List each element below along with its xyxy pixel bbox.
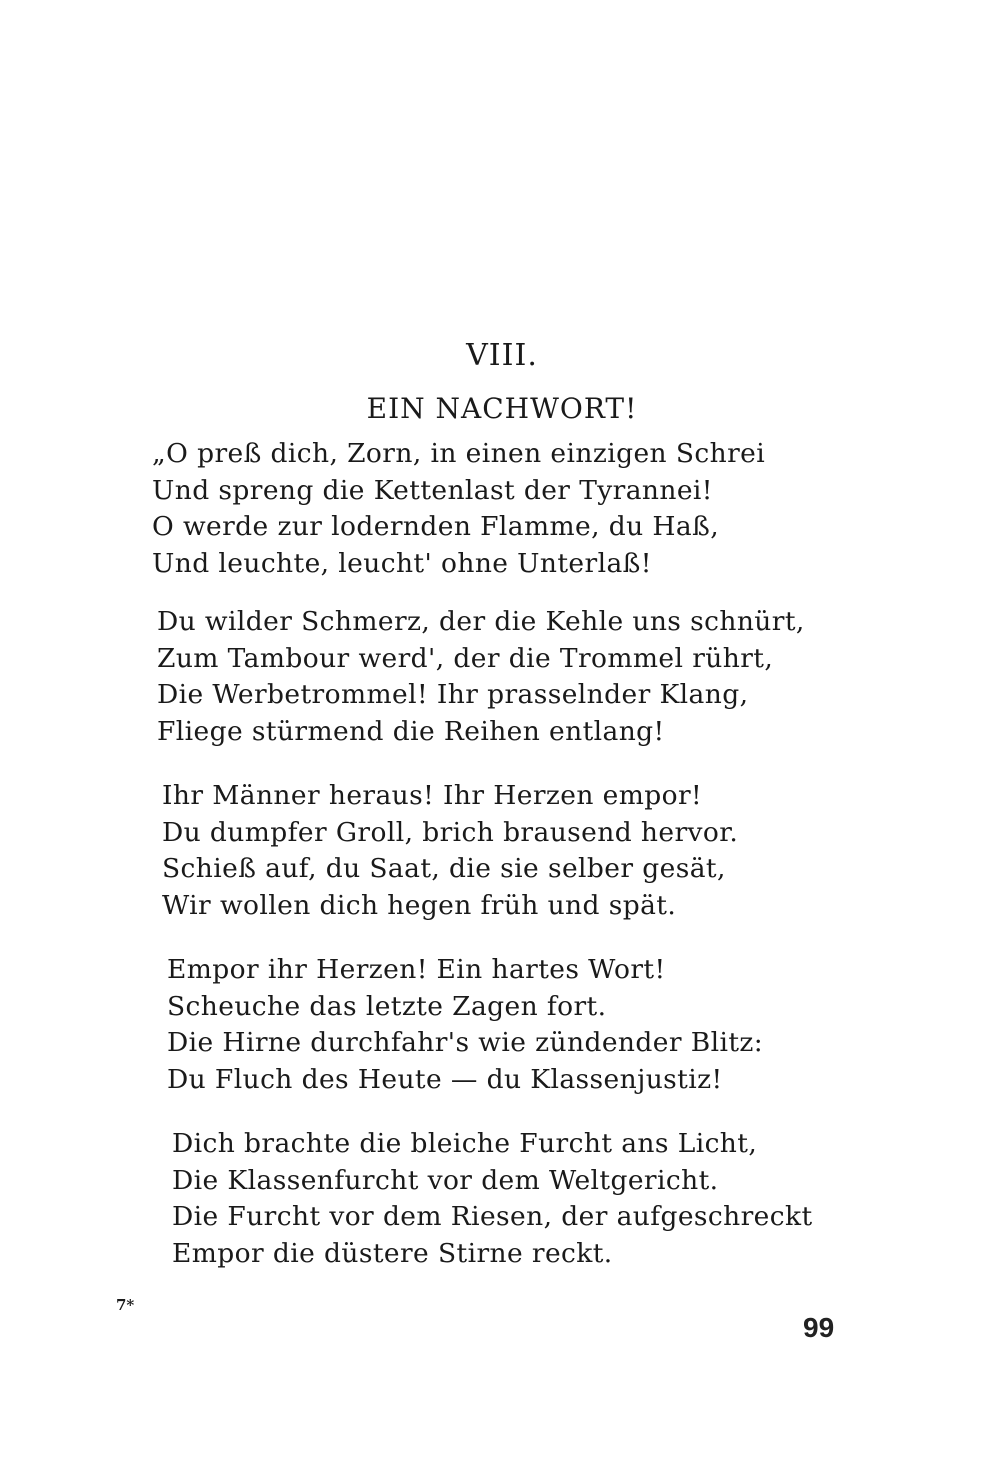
- poem-line: Empor die düstere Stirne reckt.: [172, 1237, 613, 1269]
- poem-title: EIN NACHWORT!: [366, 392, 638, 425]
- poem-body: [0, 436, 984, 1272]
- stanza-4: [0, 952, 984, 1098]
- poem-line: „O preß dich, Zorn, in einen einzigen Schrei: [152, 438, 766, 469]
- stanza-1: [0, 436, 984, 582]
- poem-line: O werde zur lodernden Flamme, du Haß,: [152, 511, 720, 542]
- poem-line: Fliege stürmend die Reihen entlang!: [157, 715, 665, 747]
- poem-line: Die Hirne durchfahr's wie zündender Blitz:: [167, 1027, 764, 1058]
- poem-line: Schieß auf, du Saat, die sie selber gesät,: [162, 853, 726, 884]
- section-number: VIII.: [466, 338, 538, 373]
- stanza-5: [0, 1126, 984, 1272]
- poem-line: Du wilder Schmerz, der die Kehle uns schnürt,: [157, 606, 805, 637]
- poem-line: Wir wollen dich hegen früh und spät.: [162, 889, 677, 921]
- page-number: 99: [803, 1312, 835, 1343]
- poem-line: Die Werbetrommel! Ihr prasselnder Klang,: [157, 679, 749, 710]
- poem-line: Du Fluch des Heute — du Klassenjustiz!: [167, 1063, 723, 1095]
- poem-line: Die Furcht vor dem Riesen, der aufgeschreckt: [172, 1201, 813, 1232]
- stanza-3: [0, 778, 984, 924]
- poem-line: Die Klassenfurcht vor dem Weltgericht.: [172, 1164, 719, 1196]
- poem-line: Scheuche das letzte Zagen fort.: [167, 990, 607, 1022]
- poem-line: Dich brachte die bleiche Furcht ans Licht,: [172, 1128, 758, 1159]
- poem-line: Und spreng die Kettenlast der Tyrannei!: [152, 474, 713, 506]
- poem-line: Ihr Männer heraus! Ihr Herzen empor!: [162, 780, 703, 811]
- signature-mark: 7*: [116, 1296, 135, 1314]
- stanza-2: [0, 604, 984, 750]
- poem-line: Empor ihr Herzen! Ein hartes Wort!: [167, 954, 666, 985]
- poem-line: Zum Tambour werd', der die Trommel rührt,: [157, 642, 774, 674]
- poem-line: Du dumpfer Groll, brich brausend hervor.: [162, 816, 739, 848]
- poem-line: Und leuchte, leucht' ohne Unterlaß!: [152, 547, 652, 579]
